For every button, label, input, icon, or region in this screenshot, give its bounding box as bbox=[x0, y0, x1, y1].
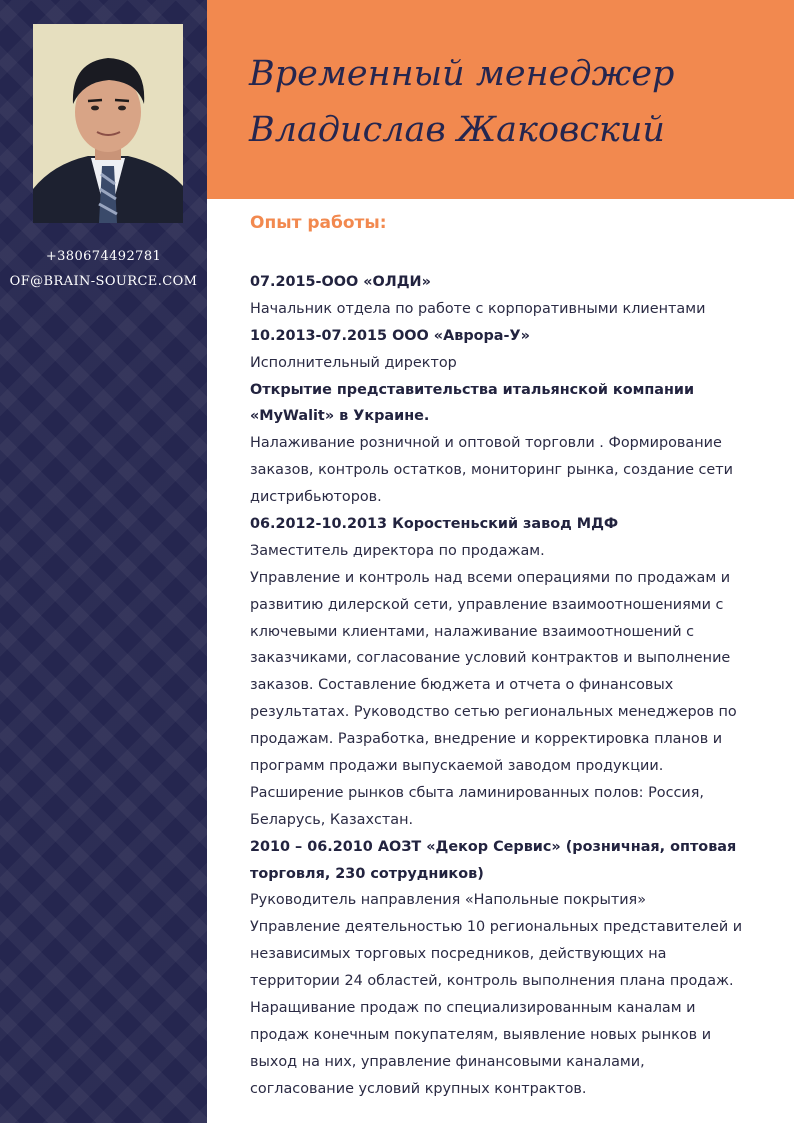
experience-text-line: выход на них, управление финансовыми каналами, bbox=[250, 1053, 645, 1070]
experience-heading-line: 10.2013-07.2015 ООО «Аврора-У» bbox=[250, 327, 530, 344]
experience-text-line: Управление деятельностью 10 региональных представителей и bbox=[250, 919, 743, 936]
experience-text-line: результатах. Руководство сетью региональных менеджеров по bbox=[250, 704, 737, 721]
sidebar bbox=[0, 0, 207, 1123]
experience-text-line: территории 24 областей, контроль выполнения плана продаж. bbox=[250, 973, 734, 990]
experience-text-line: Заместитель директора по продажам. bbox=[250, 542, 545, 559]
experience-heading-line: 06.2012-10.2013 Коростеньский завод МДФ bbox=[250, 516, 619, 533]
experience-text-line: продажам. Разработка, внедрение и корректировка планов и bbox=[250, 731, 723, 748]
experience-text-line: заказчиками, согласование условий контрактов и выполнение bbox=[250, 650, 731, 667]
experience-text-line: ключевыми клиентами, налаживание взаимоотношений с bbox=[250, 623, 695, 640]
experience-text-line: Налаживание розничной и оптовой торговли . Формирование bbox=[250, 435, 722, 452]
email-address[interactable]: OF@BRAIN-SOURCE.COM bbox=[9, 274, 198, 289]
experience-text-line: независимых торговых посредников, действующих на bbox=[250, 946, 667, 963]
experience-text-line: развитию дилерской сети, управление взаимоотношениями с bbox=[250, 596, 724, 613]
experience-heading-line: торговля, 230 сотрудников) bbox=[250, 865, 484, 882]
experience-heading-line: Открытие представительства итальянской компании bbox=[250, 381, 695, 398]
header-title-line-1: Временный менеджер bbox=[249, 54, 675, 94]
experience-text-line: Наращивание продаж по специализированным каналам и bbox=[250, 1000, 696, 1017]
experience-heading-line: «MyWalit» в Украине. bbox=[250, 408, 430, 425]
header-title-line-2: Владислав Жаковский bbox=[249, 110, 665, 150]
experience-text-line: согласование условий крупных контрактов. bbox=[250, 1080, 587, 1097]
experience-heading-line: 2010 – 06.2010 АОЗТ «Декор Сервис» (розничная, оптовая bbox=[250, 838, 737, 855]
experience-body bbox=[250, 269, 770, 1103]
experience-text-line: Беларусь, Казахстан. bbox=[250, 811, 414, 828]
experience-text-line: заказов. Составление бюджета и отчета о финансовых bbox=[250, 677, 674, 694]
section-title: Опыт работы: bbox=[250, 213, 387, 233]
name-header bbox=[207, 0, 794, 199]
experience-text-line: программ продажи выпускаемой заводом продукции. bbox=[250, 758, 664, 775]
experience-text-line: Управление и контроль над всеми операциями по продажам и bbox=[250, 569, 731, 586]
experience-text-line: Начальник отдела по работе с корпоративными клиентами bbox=[250, 300, 706, 317]
experience-text-line: дистрибьюторов. bbox=[250, 489, 382, 506]
phone-number: +380674492781 bbox=[45, 249, 162, 264]
experience-text-line: Исполнительный директор bbox=[250, 354, 457, 371]
experience-text-line: Расширение рынков сбыта ламинированных полов: Россия, bbox=[250, 784, 704, 801]
experience-heading-line: 07.2015-ООО «ОЛДИ» bbox=[250, 274, 431, 290]
experience-text-line: заказов, контроль остатков, мониторинг рынка, создание сети bbox=[250, 462, 734, 479]
experience-text-line: продаж конечным покупателям, выявление новых рынков и bbox=[250, 1026, 712, 1043]
profile-photo bbox=[33, 24, 183, 223]
experience-text-line: Руководитель направления «Напольные покрытия» bbox=[250, 892, 647, 909]
